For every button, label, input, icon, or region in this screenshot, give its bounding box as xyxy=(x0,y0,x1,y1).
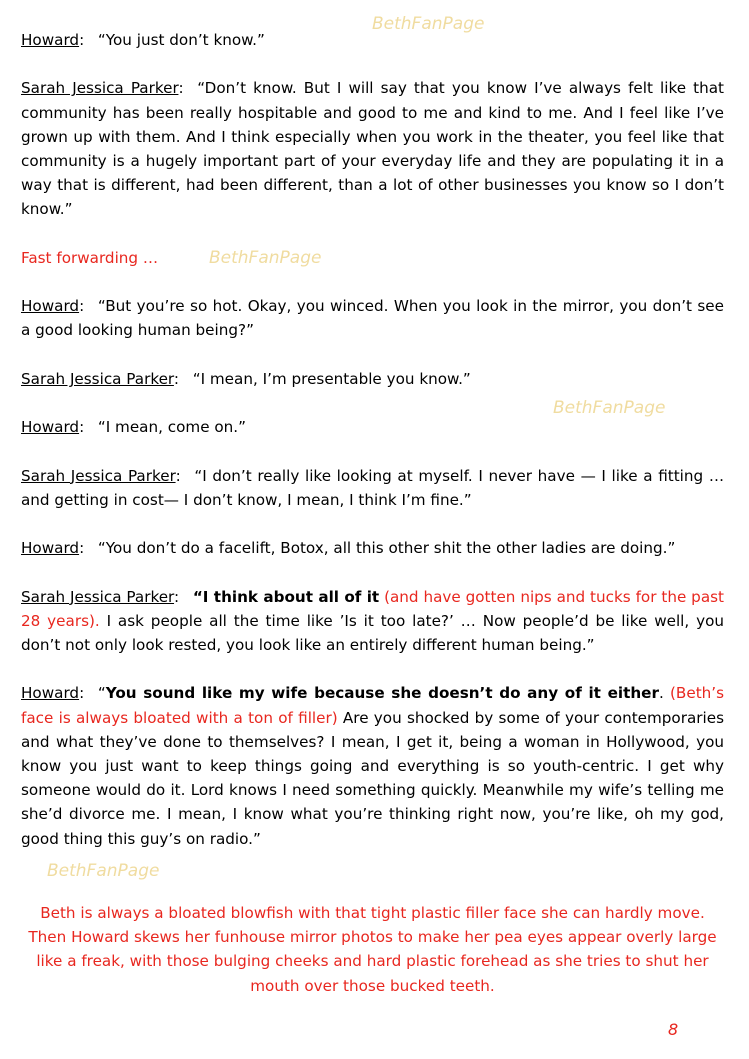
transcript-line: Sarah Jessica Parker: “Don’t know. But I will say that you know I’ve always felt like that community has been really hospitable and good to me and kind to me. And I feel like I’ve grown up with them. And I think especially when you work in the theater, you feel like that community is a hugely important part of your everyday life and they are populating it in a way that is different, had been different, than a lot of other businesses you know so I don’t know.” xyxy=(21,79,724,219)
dialogue-bold: You sound like my wife because she doesn’t do any of it either xyxy=(105,684,659,703)
dialogue-text: “Don’t know. But I will say that you know I’ve always felt like that community has been really hospitable and good to me and kind to me. And I feel like I’ve grown up with them. And I think especially when you work in the theater, you feel like that community is a hugely important part of your everyday life and they are populating it in a way that is different, had been different, than a lot of other businesses you know so I don’t know.” xyxy=(21,79,724,219)
speaker-name: Howard xyxy=(21,418,80,437)
speaker-name: Sarah Jessica Parker xyxy=(21,466,176,485)
commentary-red: (Beth’s face is always bloated with a ton of filler) xyxy=(21,684,725,727)
dialogue-text: “I mean, come on.” xyxy=(97,418,246,437)
closing-commentary: Beth is always a bloated blowfish with that tight plastic filler face she can hardly move. Then Howard skews her funhouse mirror photos to make her pea eyes appear overly large like a freak, with those bulging cheeks and hard plastic forehead as she tries to shut her mouth over those bucked teeth. xyxy=(28,904,717,995)
watermark-3: BethFanPage xyxy=(553,398,666,418)
speaker-name: Howard xyxy=(21,539,80,558)
speaker-name: Howard xyxy=(21,31,80,49)
dialogue-text: “But you’re so hot. Okay, you winced. When you look in the mirror, you don’t see a good looking human being?” xyxy=(21,297,724,340)
watermark-4: BethFanPage xyxy=(47,861,160,881)
dialogue-text: “I don’t really like looking at myself. I never have — I like a fitting … and getting in cost— I don’t know, I mean, I think I’m fine.” xyxy=(21,466,725,509)
dialogue-text: “You just don’t know.” xyxy=(97,31,265,49)
page-number: 8 xyxy=(668,1020,679,1039)
quote-mark: “ xyxy=(97,684,106,703)
speaker-name: Howard xyxy=(21,684,80,703)
transcript-line: Howard: “But you’re so hot. Okay, you winced. When you look in the mirror, you don’t see a good looking human being?” xyxy=(21,297,724,340)
speaker-name: Sarah Jessica Parker xyxy=(21,79,179,98)
speaker-name: Sarah Jessica Parker xyxy=(21,369,174,388)
section-note: Fast forwarding … xyxy=(21,248,159,267)
speaker-name: Sarah Jessica Parker xyxy=(21,587,175,606)
transcript xyxy=(21,28,724,875)
transcript-line: Sarah Jessica Parker: “I don’t really like looking at myself. I never have — I like a fitting … and getting in cost— I don’t know, I mean, I think I’m fine.” xyxy=(21,466,725,509)
dialogue-text: “You don’t do a facelift, Botox, all this other shit the other ladies are doing.” xyxy=(97,539,676,558)
dialogue-text: I ask people all the time like ’Is it too late?’ … Now people’d be like well, you don’t not only look rested, you look like an entirely different human being.” xyxy=(21,611,724,654)
dialogue-text: Are you shocked by some of your contemporaries and what they’ve done to themselves? I mean, I get it, being a woman in Hollywood, you know you just want to keep things going and everything is so youth-centric. I get why someone would do it. Lord knows I need something quickly. Meanwhile my wife’s telling me she’d divorce me. I mean, I know what you’re thinking right now, you’re like, oh my god, good thing this guy’s on radio.” xyxy=(21,708,724,848)
dialogue-text: “I mean, I’m presentable you know.” xyxy=(192,369,471,388)
dialogue-bold: “I think about all of it xyxy=(192,587,380,606)
transcript-line: Howard: “I mean, come on.” xyxy=(21,418,246,437)
watermark-2: BethFanPage xyxy=(209,248,322,268)
watermark-1: BethFanPage xyxy=(372,14,485,34)
transcript-line: Sarah Jessica Parker: “I mean, I’m presentable you know.” xyxy=(21,369,471,388)
speaker-name: Howard xyxy=(21,297,80,316)
commentary-red: (and have gotten nips and tucks for the past 28 years). xyxy=(21,587,724,630)
transcript-line: Sarah Jessica Parker: “I think about all of it (and have gotten nips and tucks for the past 28 years). I ask people all the time like ’Is it too late?’ … Now people’d be like well, you don’t not only look rested, you look like an entirely different human being.” xyxy=(21,587,724,654)
transcript-line: Howard: “You just don’t know.” xyxy=(21,31,265,49)
transcript-line: Howard: “You sound like my wife because she doesn’t do any of it either. (Beth’s face is always bloated with a ton of filler) Are you shocked by some of your contemporaries and what they’ve done to themselves? I mean, I get it, being a woman in Hollywood, you know you just want to keep things going and everything is so youth-centric. I get why someone would do it. Lord knows I need something quickly. Meanwhile my wife’s telling me she’d divorce me. I mean, I know what you’re thinking right now, you’re like, oh my god, good thing this guy’s on radio.” xyxy=(21,684,725,848)
dialogue-text: . xyxy=(658,684,670,703)
transcript-line: Howard: “You don’t do a facelift, Botox, all this other shit the other ladies are doing.” xyxy=(21,539,676,558)
